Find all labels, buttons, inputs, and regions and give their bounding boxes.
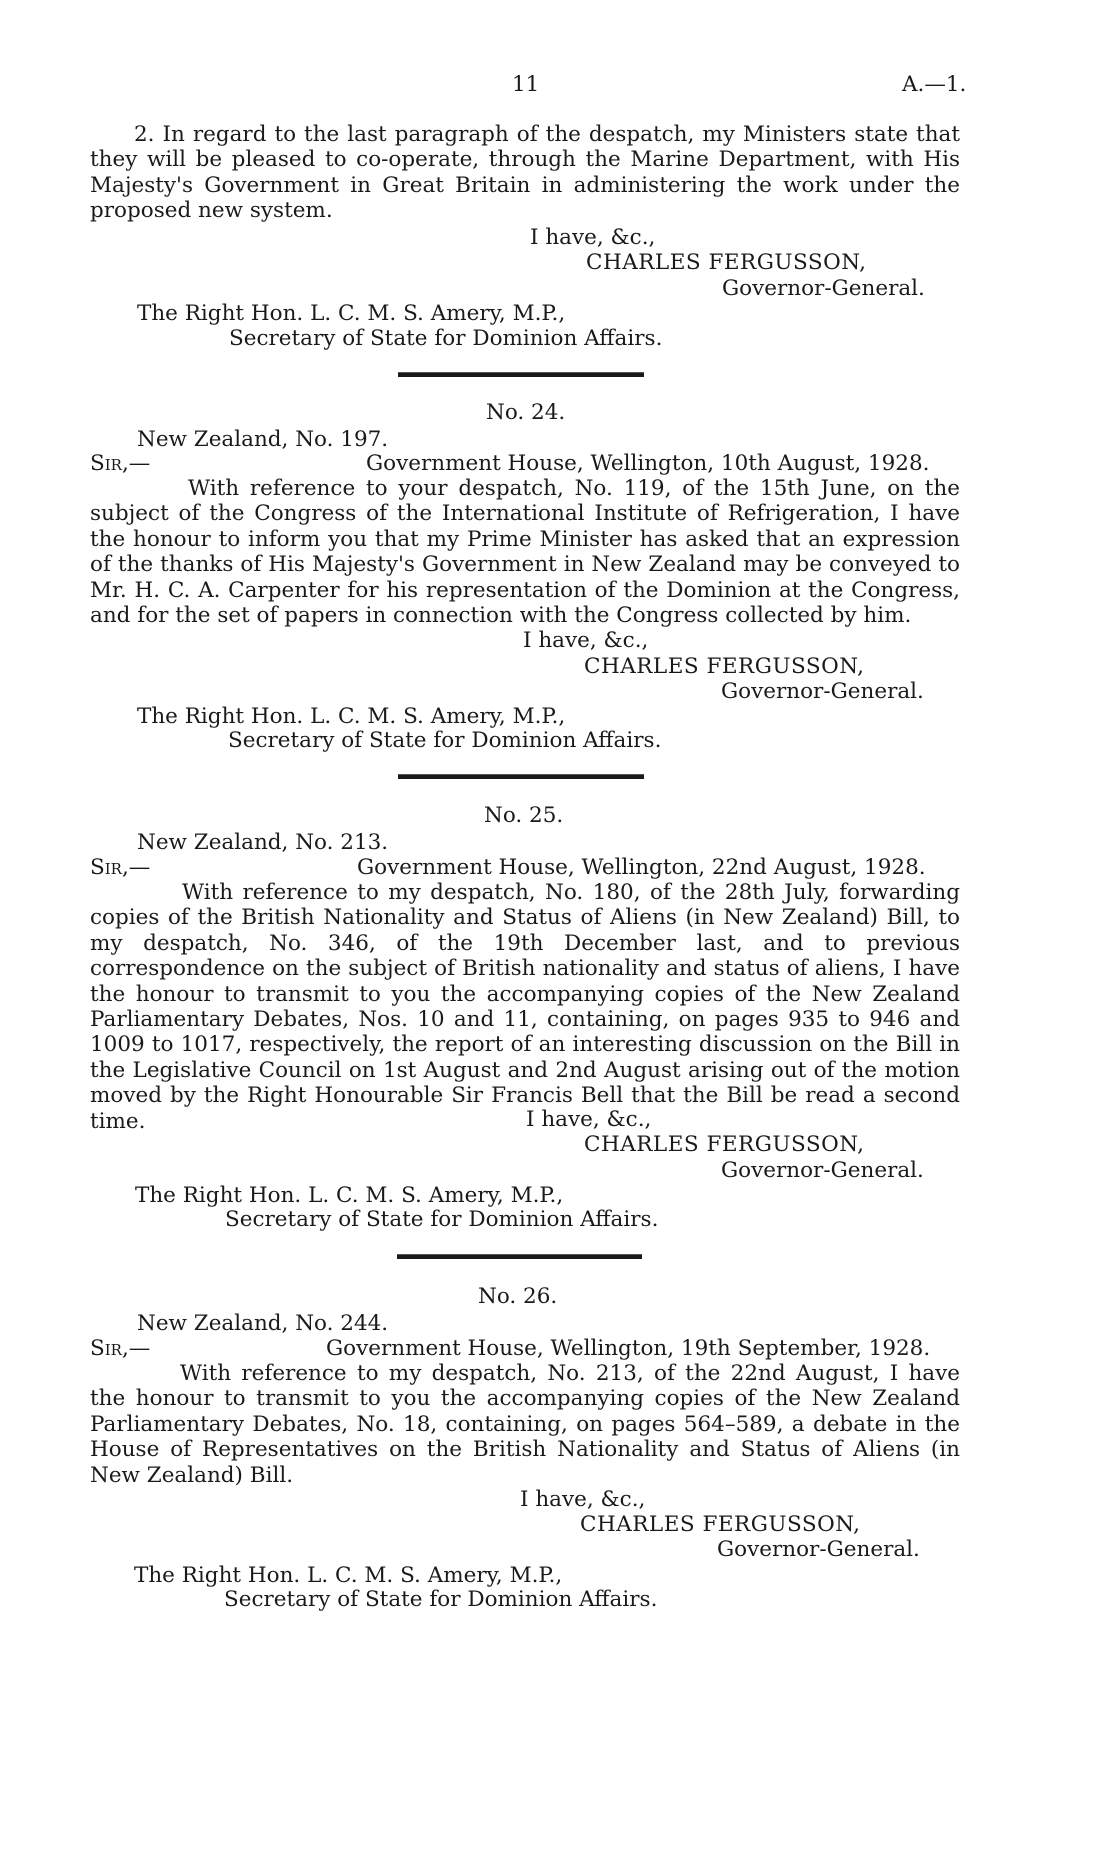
despatch-signatory: CHARLES FERGUSSON, [580,1512,861,1537]
intro-signatory-title: Governor-General. [722,276,925,301]
despatch-heading: No. 24. [486,400,566,425]
despatch-addressee-title: Secretary of State for Dominion Affairs. [228,728,662,753]
despatch-signatory-title: Governor-General. [721,679,924,704]
despatch-addressee: The Right Hon. L. C. M. S. Amery, M.P., [137,704,566,729]
despatch-body-text: With reference to my despatch, No. 180, of the 28th July, forwarding copies of the British Nationality and Status of Aliens (in New Zealand) Bill, to my despatch, No. 346, of the 19th December last, and to previous correspondence on the subject of British nationality and status of aliens, I have the honour to transmit to you the accompanying copies of the New Zealand Parliamentary Debates, Nos. 10 and 11, containing, on pages 935 to 946 and 1009 to 1017, respectively, the report of an interesting discussion on the Bill in the Legislative Council on 1st August and 2nd August arising out of the motion moved by the Right Honourable Sir Francis Bell that the Bill be read a second time. [90,880,960,1134]
despatch-addressee: The Right Hon. L. C. M. S. Amery, M.P., [135,1183,564,1208]
section-divider [398,372,644,377]
despatch-ref: New Zealand, No. 197. [137,427,389,452]
despatch-dateline: Government House, Wellington, 22nd August, 1928. [357,855,926,880]
despatch-salutation: Sir,— [90,1336,151,1361]
intro-addressee-title: Secretary of State for Dominion Affairs. [229,326,663,351]
despatch-signatory-title: Governor-General. [717,1537,920,1562]
despatch-ref: New Zealand, No. 244. [137,1311,389,1336]
despatch-signatory-title: Governor-General. [721,1158,924,1183]
despatch-closing: I have, &c., [526,1107,652,1132]
intro-paragraph [90,122,960,224]
despatch-body [90,476,960,628]
despatch-heading: No. 25. [484,803,564,828]
despatch-signatory: CHARLES FERGUSSON, [584,654,865,679]
despatch-closing: I have, &c., [523,628,649,653]
despatch-body-text: With reference to your despatch, No. 119, of the 15th June, on the subject of the Congress of the International Institute of Refrigeration, I have the honour to inform you that my Prime Minister has asked that an expression of the thanks of His Majesty's Government in New Zealand may be conveyed to Mr. H. C. A. Carpenter for his representation of the Dominion at the Congress, and for the set of papers in connection with the Congress collected by him. [90,476,960,629]
section-divider [398,774,644,779]
despatch-dateline: Government House, Wellington, 19th September, 1928. [326,1336,931,1361]
despatch-signatory: CHARLES FERGUSSON, [584,1132,865,1157]
intro-paragraph-text: 2. In regard to the last paragraph of the despatch, my Ministers state that they will be pleased to co-operate, through the Marine Department, with His Majesty's Government in Great Britain in administering the work under the proposed new system. [90,122,960,224]
section-divider [397,1254,642,1259]
despatch-salutation: Sir,— [90,451,151,476]
despatch-addressee: The Right Hon. L. C. M. S. Amery, M.P., [134,1563,563,1588]
despatch-salutation: Sir,— [90,855,151,880]
despatch-heading: No. 26. [478,1284,558,1309]
document-reference: A.—1. [902,72,967,97]
despatch-body [90,880,960,1134]
despatch-body-text: With reference to my despatch, No. 213, of the 22nd August, I have the honour to transmit to you the accompanying copies of the New Zealand Parliamentary Debates, No. 18, containing, on pages 564–589, a debate in the House of Representatives on the British Nationality and Status of Aliens (in New Zealand) Bill. [90,1361,960,1488]
despatch-ref: New Zealand, No. 213. [137,830,389,855]
despatch-dateline: Government House, Wellington, 10th August, 1928. [366,451,930,476]
despatch-body [90,1361,960,1488]
despatch-closing: I have, &c., [520,1487,646,1512]
page-number: 11 [512,72,540,97]
despatch-addressee-title: Secretary of State for Dominion Affairs. [225,1207,659,1232]
intro-addressee: The Right Hon. L. C. M. S. Amery, M.P., [137,301,566,326]
despatch-addressee-title: Secretary of State for Dominion Affairs. [224,1587,658,1612]
intro-closing: I have, &c., [530,225,656,250]
intro-signatory: CHARLES FERGUSSON, [586,250,867,275]
